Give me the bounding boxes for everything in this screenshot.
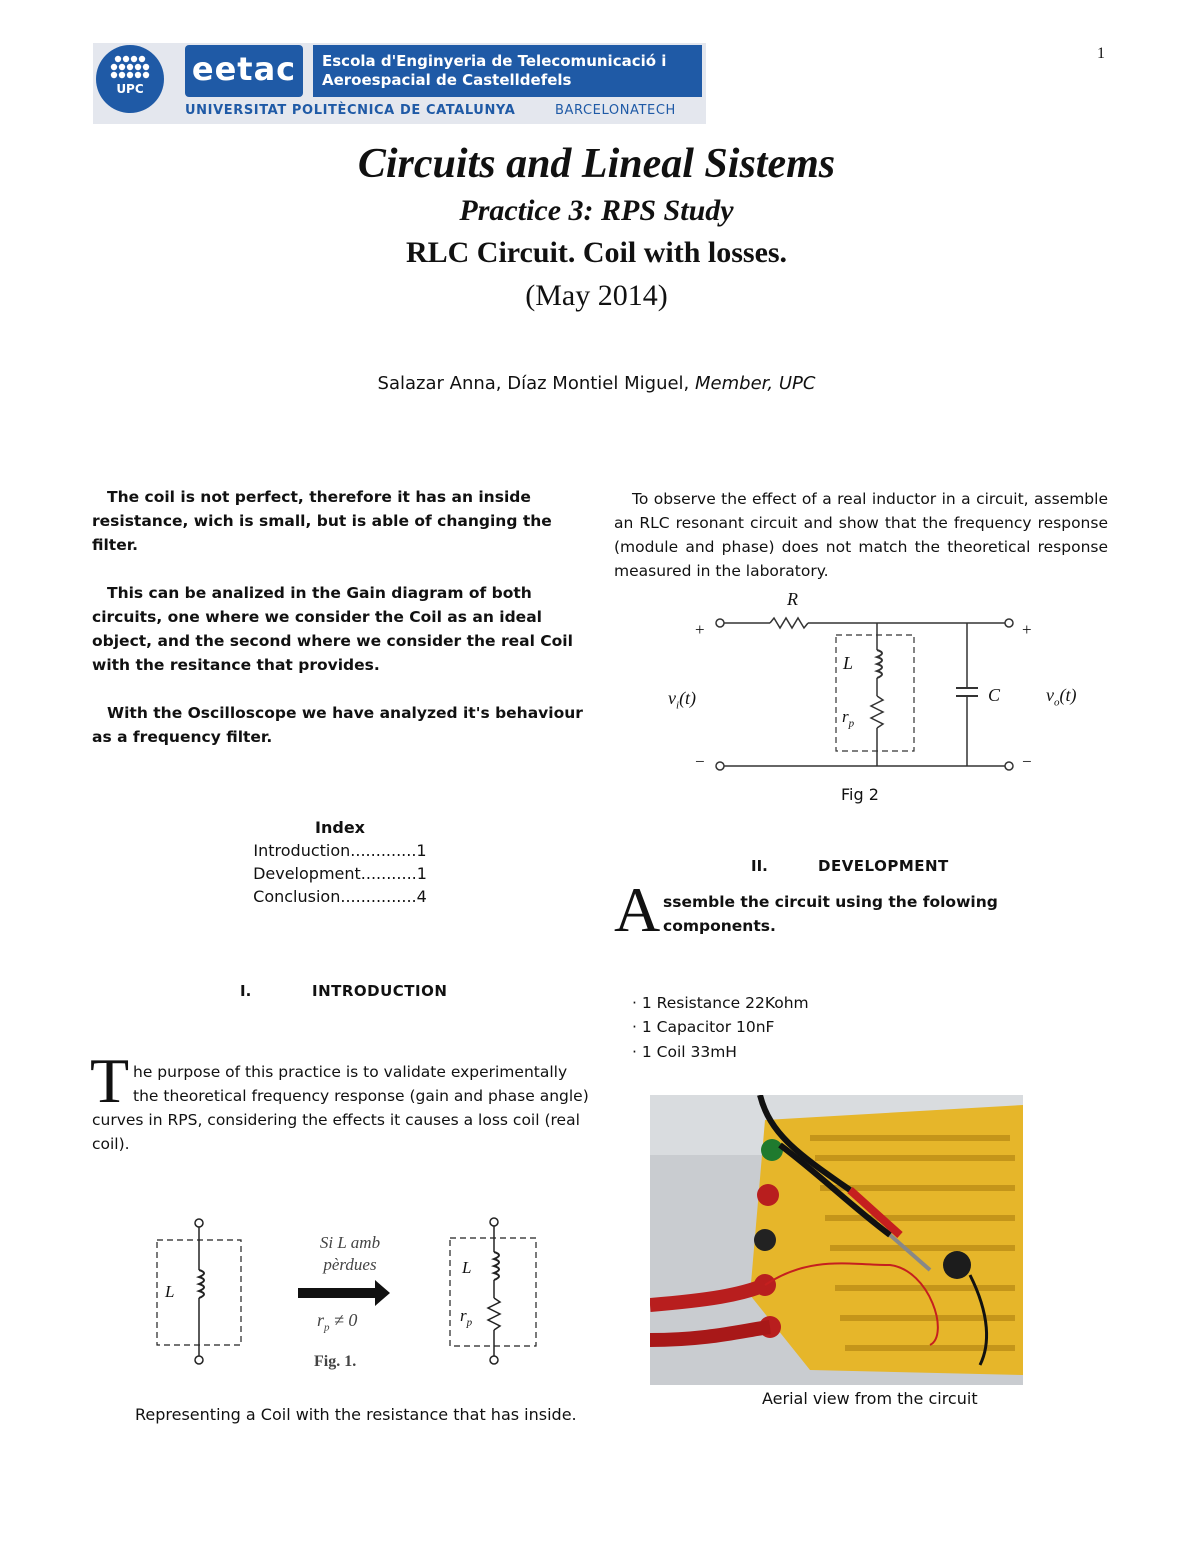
index-title: Index <box>315 818 365 837</box>
date-title: (May 2014) <box>525 279 668 312</box>
subject-title: RLC Circuit. Coil with losses. <box>405 236 788 269</box>
school-line-1: Escola d'Enginyeria de Telecomunicació i <box>322 52 667 70</box>
page-number: 1 <box>1097 45 1105 62</box>
fig2-vi-rest: (t) <box>679 688 697 708</box>
fig2-vo-sub: o <box>1054 696 1060 709</box>
fig1-arrow-top: Si L amb <box>319 1233 381 1252</box>
abstract-p3: With the Oscilloscope we have analyzed it's behaviour as a frequency filter. <box>92 704 583 746</box>
fig2-plus-right: + <box>1022 620 1032 639</box>
fig2-minus-left: − <box>695 752 705 771</box>
fig2-caption: Fig 2 <box>841 785 879 804</box>
abstract-p2: This can be analized in the Gain diagram of both circuits, one where we consider the Coil as an ideal object, and the second where we consider the real Coil with the resitance that provides. <box>92 584 573 674</box>
school-line-2: Aeroespacial de Castelldefels <box>322 71 572 89</box>
fig2-vi-sub: i <box>676 699 680 712</box>
upc-label: UPC <box>116 82 144 96</box>
fig2-rp-r: r <box>842 707 849 726</box>
fig2-vo-label <box>1046 685 1077 709</box>
dev-section-heading: DEVELOPMENT <box>818 857 949 875</box>
fig2-resistor-icon <box>770 618 808 628</box>
fig1-description: Representing a Coil with the resistance that has inside. <box>135 1405 577 1424</box>
fig2-vi-label <box>668 688 696 712</box>
index-item-conclusion[interactable]: Conclusion...............4 <box>253 887 427 906</box>
fig2-C-label: C <box>988 685 1001 705</box>
fig2-rp-resistor-icon <box>871 696 883 728</box>
index-item-introduction[interactable]: Introduction.............1 <box>253 841 427 860</box>
fig1-rp-r: r <box>317 1310 325 1330</box>
fig2-R-label: R <box>787 589 798 609</box>
index-item-development[interactable]: Development...........1 <box>253 864 427 883</box>
fig2-vi-v: v <box>668 688 676 708</box>
school-name <box>322 52 666 90</box>
abstract <box>92 485 587 749</box>
fig2-L-label: L <box>843 653 854 673</box>
fig1-right-r: r <box>460 1306 467 1325</box>
fig1-arrow-bottom <box>317 1310 357 1334</box>
fig2-plus-left: + <box>695 620 705 639</box>
upc-dots-icon <box>96 45 164 113</box>
intro-section-number: I. <box>240 982 252 1000</box>
fig1-ideal-coil-icon <box>199 1270 204 1298</box>
abstract-p1: The coil is not perfect, therefore it has an inside resistance, wich is small, but is able of changing the filter. <box>92 488 552 554</box>
upc-logo <box>96 45 164 113</box>
right-intro-paragraph: To observe the effect of a real inductor in a circuit, assemble an RLC resonant circuit and show that the frequency response (module and phase) does not match the theoretical response measured in the laboratory. <box>614 490 1108 580</box>
fig2-vo-v: v <box>1046 685 1054 705</box>
breadboard-photo-icon <box>650 1095 1023 1385</box>
fig1-rp-rest: ≠ 0 <box>329 1310 358 1330</box>
university-name: UNIVERSITAT POLITÈCNICA DE CATALUNYA <box>185 103 516 118</box>
barcelonatech-label: BARCELONATECH <box>555 103 676 118</box>
intro-dropcap: T <box>90 1045 130 1116</box>
dev-lead: ssemble the circuit using the folowing components. <box>663 893 998 935</box>
component-capacitor: · 1 Capacitor 10nF <box>632 1018 775 1036</box>
fig1-arrow-mid: pèrdues <box>323 1255 377 1274</box>
author-membership: Member, UPC <box>695 373 816 394</box>
fig2-rp-sub: p <box>848 717 855 730</box>
fig1-left-L: L <box>165 1282 175 1301</box>
fig1-right-box <box>450 1238 536 1346</box>
component-resistance: · 1 Resistance 22Kohm <box>632 994 809 1012</box>
fig1-right-L: L <box>462 1258 472 1277</box>
circuit-photo <box>650 1095 1023 1385</box>
dev-section-number: II. <box>751 857 768 875</box>
dev-dropcap: A <box>614 874 661 945</box>
practice-title: Practice 3: RPS Study <box>459 194 734 227</box>
intro-line-1: he purpose of this practice is to validate experimentally <box>133 1063 568 1081</box>
fig2-coil-icon <box>877 650 882 678</box>
fig1-rp-sub: p <box>324 1321 330 1334</box>
fig1-real-coil-icon <box>494 1252 499 1280</box>
fig1-right-rp <box>460 1306 472 1328</box>
fig1-caption: Fig. 1. <box>314 1353 357 1370</box>
author-names: Salazar Anna, Díaz Montiel Miguel, <box>377 373 690 394</box>
fig2-vo-rest: (t) <box>1059 685 1077 705</box>
fig2-circuit <box>690 600 1070 780</box>
fig2-rp-label <box>842 707 854 729</box>
authors-line <box>0 373 1193 394</box>
fig1-arrow-icon <box>298 1280 390 1306</box>
course-title: Circuits and Lineal Sistems <box>357 141 836 187</box>
eetac-label: eetac <box>191 50 297 88</box>
intro-line-2: the theoretical frequency response (gain and phase angle) <box>133 1087 589 1105</box>
fig1-resistor-icon <box>488 1298 500 1330</box>
fig1-right-r-sub: p <box>466 1316 473 1329</box>
intro-section-heading: INTRODUCTION <box>312 982 448 1000</box>
component-coil: · 1 Coil 33mH <box>632 1043 737 1061</box>
intro-line-rest: curves in RPS, considering the effects it causes a loss coil (real coil). <box>92 1111 580 1153</box>
photo-caption: Aerial view from the circuit <box>762 1389 978 1408</box>
fig2-minus-right: − <box>1022 752 1032 771</box>
